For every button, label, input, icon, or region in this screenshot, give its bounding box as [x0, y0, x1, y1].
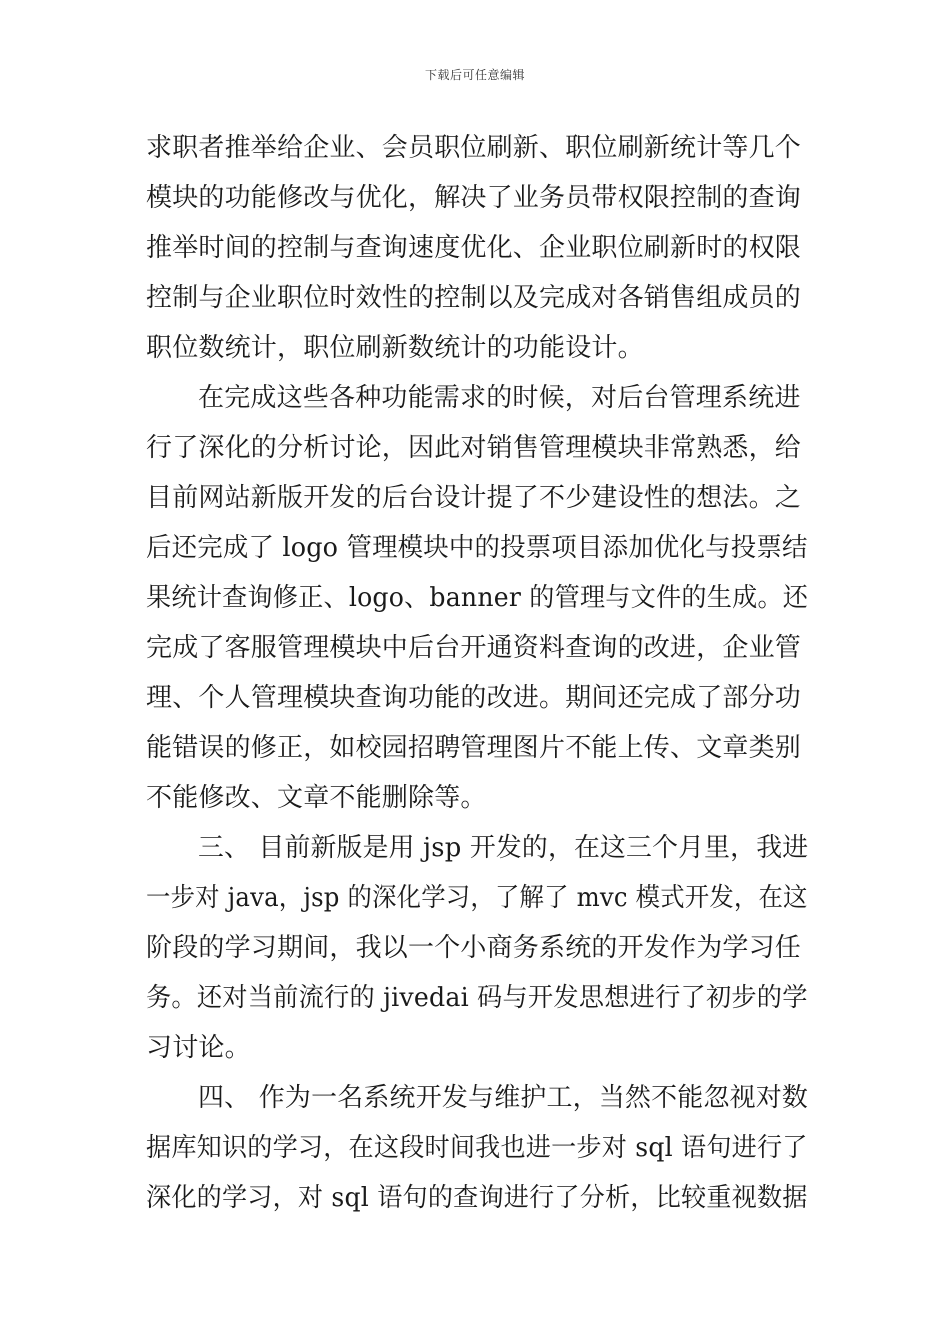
- header-note: 下载后可任意编辑: [424, 68, 525, 82]
- text-line: 务。还对当前流行的 jivedai 码与开发思想进行了初步的学: [146, 983, 808, 1013]
- text-line: 推举时间的控制与查询速度优化、企业职位刷新时的权限: [146, 233, 802, 263]
- text-line: 完成了客服管理模块中后台开通资料查询的改进，企业管: [146, 633, 802, 663]
- text-line: 控制与企业职位时效性的控制以及完成对各销售组成员的: [146, 283, 802, 313]
- text-line: 目前网站新版开发的后台设计提了不少建设性的想法。之: [146, 483, 802, 513]
- text-line: 果统计查询修正、logo、banner 的管理与文件的生成。还: [146, 583, 809, 613]
- text-line: 阶段的学习期间，我以一个小商务系统的开发作为学习任: [146, 933, 802, 963]
- text-line: 行了深化的分析讨论，因此对销售管理模块非常熟悉，给: [146, 433, 802, 463]
- text-line: 不能修改、文章不能删除等。: [146, 783, 487, 813]
- text-line: 职位数统计，职位刷新数统计的功能设计。: [146, 333, 644, 363]
- text-line: 后还完成了 logo 管理模块中的投票项目添加优化与投票结: [146, 533, 808, 563]
- paragraph-first-line: 三、 目前新版是用 jsp 开发的，在这三个月里，我进: [198, 833, 809, 863]
- text-line: 习讨论。: [146, 1033, 251, 1063]
- text-line: 一步对 java，jsp 的深化学习，了解了 mvc 模式开发，在这: [146, 883, 808, 913]
- text-line: 求职者推举给企业、会员职位刷新、职位刷新统计等几个: [146, 133, 802, 163]
- paragraph-first-line: 四、 作为一名系统开发与维护工，当然不能忽视对数: [198, 1083, 809, 1113]
- text-line: 理、个人管理模块查询功能的改进。期间还完成了部分功: [146, 683, 802, 713]
- paragraph-first-line: 在完成这些各种功能需求的时候，对后台管理系统进: [198, 383, 801, 413]
- text-line: 模块的功能修改与优化，解决了业务员带权限控制的查询: [146, 183, 802, 213]
- text-line: 深化的学习，对 sql 语句的查询进行了分析，比较重视数据: [146, 1183, 808, 1213]
- text-line: 能错误的修正，如校园招聘管理图片不能上传、文章类别: [146, 733, 802, 763]
- text-line: 据库知识的学习，在这段时间我也进一步对 sql 语句进行了: [146, 1133, 808, 1163]
